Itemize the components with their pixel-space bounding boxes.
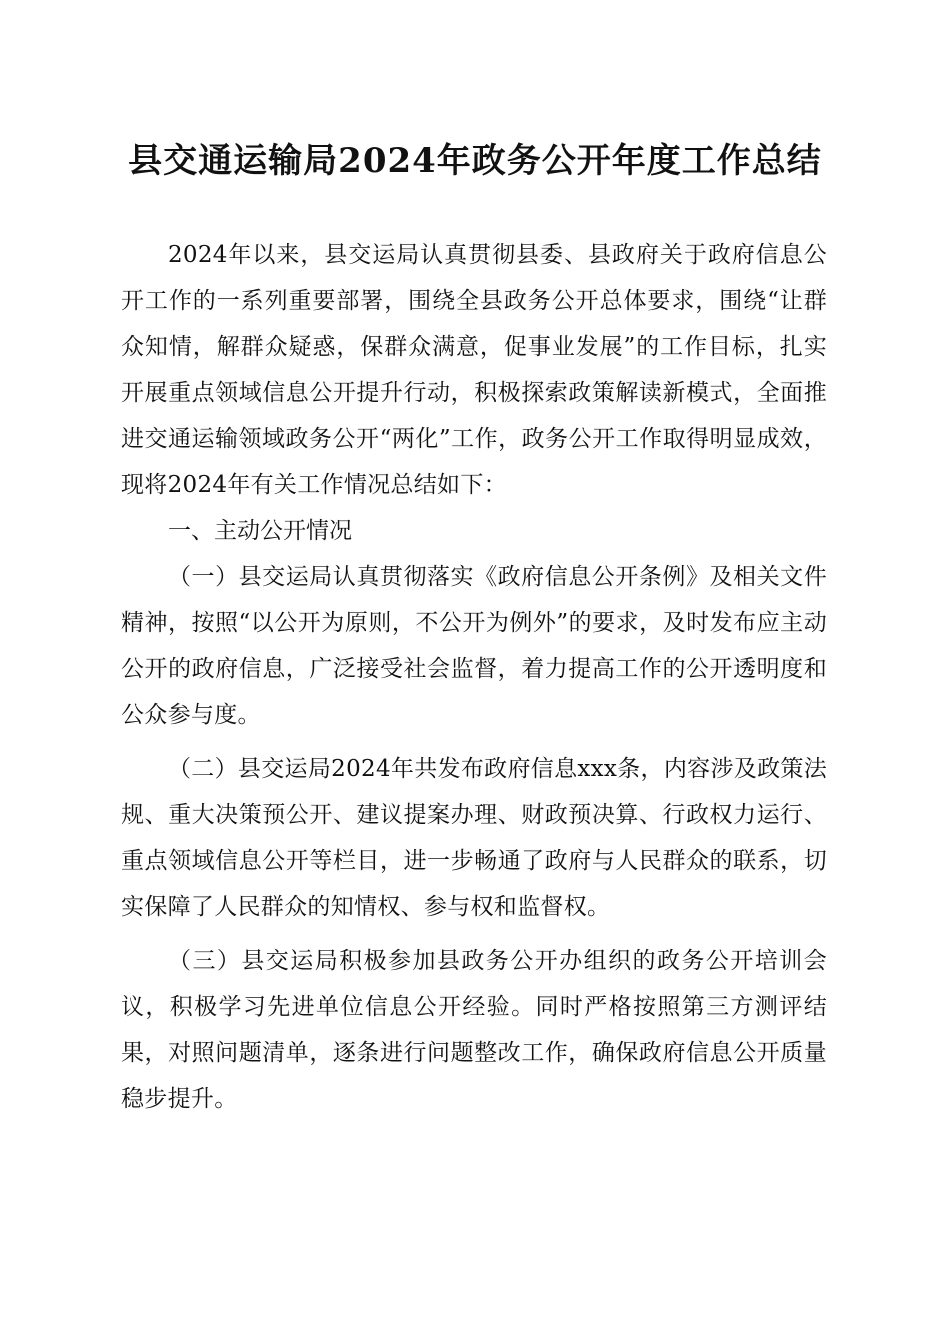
section-heading-active-disclosure: 一、主动公开情况 [168,518,352,544]
intro-paragraph: 2024年以来，县交运局认真贯彻县委、县政府关于政府信息公开工作的一系列重要部署，围绕全县政务公开总体要求，围绕“让群众知情，解群众疑惑，保群众满意，促事业发展”的工作目标，扎实开展重点领域信息公开提升行动，积极探索政策解读新模式，全面推进交通运输领域政务公开“两化”工作，政务公开工作取得明显成效，现将2024年有关工作情况总结如下： [121,242,827,498]
paragraph-item-3: （三）县交运局积极参加县政务公开办组织的政务公开培训会议，积极学习先进单位信息公开经验。同时严格按照第三方测评结果，对照问题清单，逐条进行问题整改工作，确保政府信息公开质量稳步提升。 [121,948,827,1112]
paragraph-item-2: （二）县交运局2024年共发布政府信息xxx条，内容涉及政策法规、重大决策预公开、建议提案办理、财政预决算、行政权力运行、重点领域信息公开等栏目，进一步畅通了政府与人民群众的联系，切实保障了人民群众的知情权、参与权和监督权。 [121,756,827,920]
document-title: 县交通运输局2024年政务公开年度工作总结 [128,141,822,181]
document-body [121,232,827,1122]
paragraph-item-1: （一）县交运局认真贯彻落实《政府信息公开条例》及相关文件精神，按照“以公开为原则，不公开为例外”的要求，及时发布应主动公开的政府信息，广泛接受社会监督，着力提高工作的公开透明度和公众参与度。 [121,564,827,728]
